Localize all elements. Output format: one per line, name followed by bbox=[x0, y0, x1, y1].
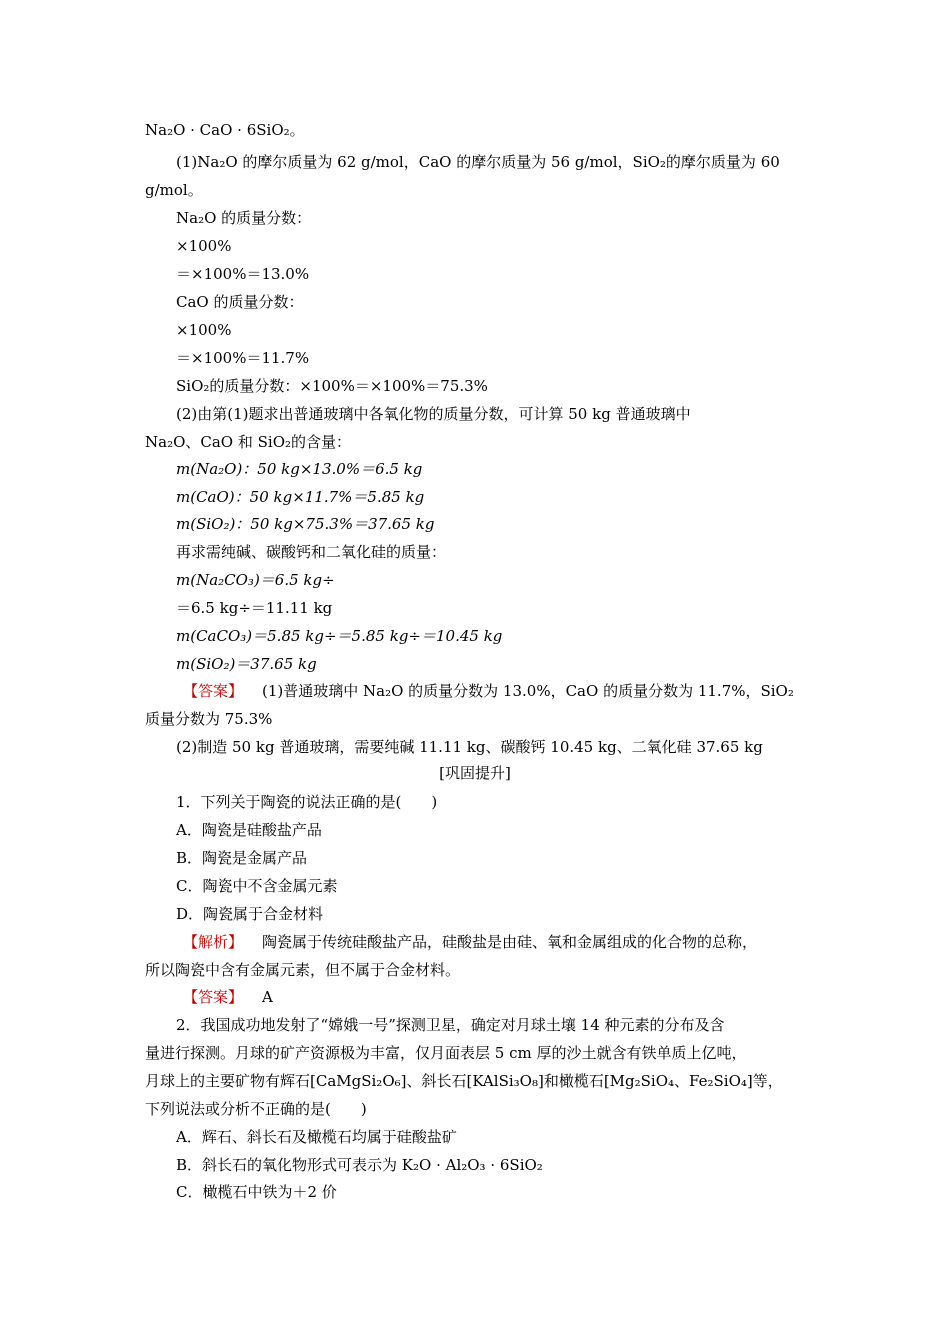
text-line: 质量分数为 75.3% bbox=[145, 710, 273, 728]
text-line: (2)由第(1)题求出普通玻璃中各氧化物的质量分数，可计算 50 kg 普通玻璃中 bbox=[176, 405, 691, 423]
text-line: ＝×100%＝11.7% bbox=[176, 349, 310, 367]
text-line: 量进行探测。月球的矿产资源极为丰富，仅月面表层 5 cm 厚的沙土就含有铁单质上亿吨， bbox=[145, 1044, 747, 1062]
question-1: 1．下列关于陶瓷的说法正确的是( ) bbox=[176, 793, 438, 811]
text-line: 陶瓷属于传统硅酸盐产品，硅酸盐是由硅、氧和金属组成的化合物的总称， bbox=[262, 933, 758, 951]
text-line: ×100% bbox=[176, 321, 232, 339]
option-a: A．陶瓷是硅酸盐产品 bbox=[176, 821, 322, 839]
text-line: 下列说法或分析不正确的是( ) bbox=[145, 1100, 367, 1118]
section-heading: [巩固提升] bbox=[439, 764, 511, 782]
text-line: 月球上的主要矿物有辉石[CaMgSi₂O₆]、斜长石[KAlSi₃O₈]和橄榄石[Mg₂SiO₄、Fe₂SiO₄]等， bbox=[145, 1072, 783, 1090]
answer-value: A bbox=[262, 988, 273, 1006]
text-line: (2)制造 50 kg 普通玻璃，需要纯碱 11.11 kg、碳酸钙 10.45 kg、二氧化硅 37.65 kg bbox=[176, 738, 763, 756]
formula-line: m(CaO)：50 kg×11.7%＝5.85 kg bbox=[176, 488, 425, 506]
text-line: CaO 的质量分数： bbox=[176, 293, 304, 311]
text-line: (1)Na₂O 的摩尔质量为 62 g/mol，CaO 的摩尔质量为 56 g/mol，SiO₂的摩尔质量为 60 bbox=[176, 153, 780, 171]
answer-tag: 【答案】 bbox=[183, 682, 244, 700]
answer-tag: 【答案】 bbox=[183, 988, 244, 1006]
option-b: B．斜长石的氧化物形式可表示为 K₂O · Al₂O₃ · 6SiO₂ bbox=[176, 1156, 543, 1174]
text-line: Na₂O 的质量分数： bbox=[176, 209, 312, 227]
text-line: ＝×100%＝13.0% bbox=[176, 265, 310, 283]
question-2: 2．我国成功地发射了“嫦娥一号”探测卫星，确定对月球土壤 14 种元素的分布及含 bbox=[176, 1016, 725, 1034]
formula-line: ＝6.5 kg÷＝11.11 kg bbox=[176, 599, 333, 617]
option-d: D．陶瓷属于合金材料 bbox=[176, 905, 324, 923]
formula-line: m(SiO₂)＝37.65 kg bbox=[176, 655, 317, 673]
text-line: SiO₂的质量分数：×100%＝×100%＝75.3% bbox=[176, 377, 488, 395]
formula-line: m(SiO₂)：50 kg×75.3%＝37.65 kg bbox=[176, 515, 435, 533]
text-line: Na₂O、CaO 和 SiO₂的含量： bbox=[145, 433, 352, 451]
formula-line: m(Na₂CO₃)＝6.5 kg÷ bbox=[176, 571, 335, 589]
option-b: B．陶瓷是金属产品 bbox=[176, 849, 308, 867]
formula-line: m(Na₂O)：50 kg×13.0%＝6.5 kg bbox=[176, 460, 423, 478]
text-line: 再求需纯碱、碳酸钙和二氧化硅的质量： bbox=[176, 543, 447, 561]
text-line: g/mol。 bbox=[145, 181, 203, 199]
formula-line: m(CaCO₃)＝5.85 kg÷＝5.85 kg÷＝10.45 kg bbox=[176, 627, 503, 645]
text-line: (1)普通玻璃中 Na₂O 的质量分数为 13.0%，CaO 的质量分数为 11.7%，SiO₂ bbox=[262, 682, 794, 700]
text-line: ×100% bbox=[176, 237, 232, 255]
text-line: 所以陶瓷中含有金属元素，但不属于合金材料。 bbox=[145, 961, 461, 979]
option-a: A．辉石、斜长石及橄榄石均属于硅酸盐矿 bbox=[176, 1128, 457, 1146]
option-c: C．陶瓷中不含金属元素 bbox=[176, 877, 338, 895]
analysis-tag: 【解析】 bbox=[183, 933, 244, 951]
text-line: Na₂O · CaO · 6SiO₂。 bbox=[145, 121, 305, 139]
option-c: C．橄榄石中铁为＋2 价 bbox=[176, 1183, 337, 1201]
